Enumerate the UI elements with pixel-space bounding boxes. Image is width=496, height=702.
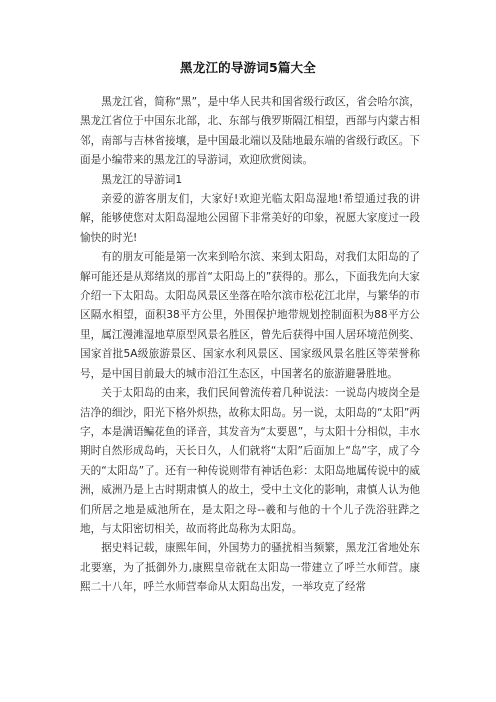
intro-paragraph: 黑龙江省，简称“黑”，是中华人民共和国省级行政区，省会哈尔滨，黑龙江省位于中国东北部，北、东部与俄罗斯隔江相望，西部与内蒙古相邻，南部与吉林省接壤，是中国最北端以及陆地最东端的省级行政区。下面是小编带来的黑龙江的导游词，欢迎欣赏阅读。 [80, 96, 420, 167]
history-paragraph: 据史料记载，康熙年间，外国势力的骚扰相当频繁，黑龙江省地处东北要塞，为了抵御外力,康熙皇帝就在太阳岛一带建立了呼兰水师营。康熙二十八年，呼兰水师营奉命从太阳岛出发，一举攻克了经常 [80, 542, 420, 594]
document-title: 黑龙江的导游词5篇大全 [180, 60, 316, 75]
document-body [80, 93, 420, 598]
island-intro-paragraph: 有的朋友可能是第一次来到哈尔滨、来到太阳岛，对我们太阳岛的了解可能还是从郑绪岚的那首“太阳岛上的”获得的。那么，下面我先向大家介绍一下太阳岛。太阳岛风景区坐落在哈尔滨市松花江北岸，与繁华的市区隔水相望，面积38平方公里，外围保护地带规划控制面积为88平方公里，属江漫滩湿地草原型风景名胜区，曾先后获得中国人居环境范例奖、国家首批5A级旅游景区、国家水利风景区、国家级风景名胜区等荣誉称号，是中国目前最大的城市沿江生态区，中国著名的旅游避暑胜地。 [80, 251, 420, 380]
island-origin-paragraph: 关于太阳岛的由来，我们民间曾流传着几种说法：一说岛内坡岗全是洁净的细沙，阳光下格外炽热，故称太阳岛。另一说，太阳岛的“太阳”两字，本是满语鳊花鱼的译音，其发音为“太要恩”，与太阳十分相似，丰水期时自然形成岛屿，天长日久，人们就将“太阳”后面加上“岛”字，成了今天的“太阳岛”了。还有一种传说则带有神话色彩：太阳岛地属传说中的威洲，威洲乃是上古时期肃慎人的故土，受中土文化的影响，肃慎人认为他们所居之地是威池所在，是太阳之母--羲和与他的十个儿子洗浴驻跸之地，与太阳密切相关，故而将此岛称为太阳岛。 [80, 387, 420, 535]
welcome-paragraph: 亲爱的游客朋友们，大家好!欢迎光临太阳岛湿地!希望通过我的讲解，能够使您对太阳岛湿地公园留下非常美好的印象，祝愿大家度过一段愉快的时光! [80, 193, 420, 244]
section-heading: 黑龙江的导游词1 [101, 173, 183, 186]
